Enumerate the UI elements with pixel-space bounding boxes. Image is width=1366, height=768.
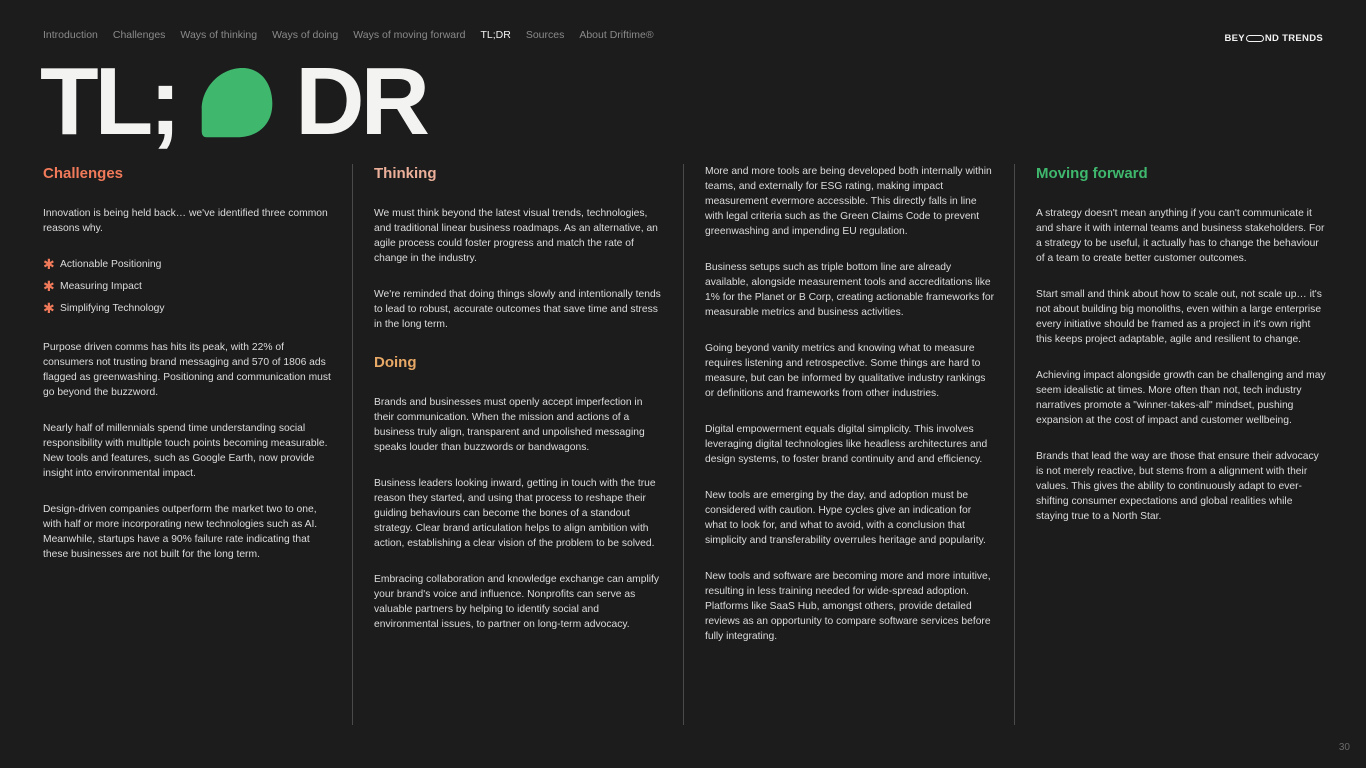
body-paragraph: New tools are emerging by the day, and adoption must be considered with caution. Hype cycles give an indication for what to look for, and what to avoid, with a conclusion that simplicity and transferability overrules heritage and popularity. [705, 490, 986, 546]
list-item: ✱ Simplifying Technology [43, 299, 165, 316]
moving-forward-paragraph: Achieving impact alongside growth can be challenging and may seem idealistic at times. More often than not, tech industry narratives promote a "winner-takes-all" mindset, pushing expansion at the cost of impact and customer wellbeing. [1036, 370, 1326, 426]
column-divider [683, 164, 684, 725]
moving-forward-paragraph: A strategy doesn't mean anything if you can't communicate it and share it with internal teams and business stakeholders. For a strategy to be useful, it actually has to change the behaviour of a team to create better customer outcomes. [1036, 208, 1325, 264]
thinking-paragraph: We must think beyond the latest visual trends, technologies, and traditional linear business roadmaps. As an alternative, an agile process could foster progress and match the rate of change in the industry. [374, 208, 658, 264]
challenges-paragraph: Design-driven companies outperform the market two to one, with half or more incorporating new technologies such as AI. Meanwhile, startups have a 90% failure rate indicating that these businesses are not built for the long term. [43, 504, 318, 560]
brand-logo[interactable] [1224, 33, 1323, 44]
doing-paragraph: Embracing collaboration and knowledge exchange can amplify your brand's voice and influence. Nonprofits can serve as valuable partners by helping to identify social and environmental issues, to partner on long-term advocacy. [374, 574, 660, 630]
brand-text-start: BEY [1224, 33, 1245, 44]
list-item: ✱ Actionable Positioning [43, 255, 162, 272]
top-nav [43, 29, 654, 41]
brand-text-end: ND TRENDS [1264, 33, 1323, 44]
nav-ways-of-doing[interactable]: Ways of doing [272, 29, 339, 41]
nav-about-driftime[interactable]: About Driftime® [579, 29, 654, 41]
moving-forward-heading: Moving forward [1036, 165, 1148, 182]
page-number: 30 [1338, 742, 1350, 753]
nav-sources[interactable]: Sources [525, 29, 565, 41]
thinking-heading: Thinking [374, 165, 437, 182]
challenges-column [43, 164, 333, 583]
moving-forward-paragraph: Start small and think about how to scale out, not scale up… it's not about building big monoliths, even within a large enterprise every initiative should be framed as a project in it's own right this keeps project adaptable, agile and resilient to change. [1036, 289, 1322, 345]
challenges-intro: Innovation is being held back… we've identified three common reasons why. [43, 208, 328, 234]
moving-forward-paragraph: Brands that lead the way are those that ensure their advocacy is not merely reactive, but stems from a alignment with their values. This gives the ability to continuously adapt to ever-shifting consumer expectations and global realities while staying true to a North Star. [1036, 451, 1319, 522]
body-paragraph: New tools and software are becoming more and more intuitive, resulting in less training needed for wide-spread adoption. Platforms like SaaS Hub, amongst others, provide detailed reviews as an opportunity to compare software services before fully integrating. [705, 571, 991, 642]
green-blob-icon [201, 66, 273, 138]
measurement-technology-column [705, 164, 995, 665]
column-divider [1014, 164, 1015, 725]
asterisk-icon: ✱ [43, 277, 55, 294]
moving-forward-column [1036, 164, 1326, 545]
title-dr: DR [295, 48, 426, 155]
nav-challenges[interactable]: Challenges [112, 29, 166, 41]
doing-heading: Doing [374, 354, 417, 371]
column-divider [352, 164, 353, 725]
nav-introduction[interactable]: Introduction [43, 29, 98, 41]
body-paragraph: Digital empowerment equals digital simplicity. This involves leveraging digital technologies like headless architectures and design systems, to foster brand continuity and and efficiency. [705, 424, 988, 465]
doing-paragraph: Business leaders looking inward, getting in touch with the true reason they started, and using that process to reshape their guiding behaviours can become the bones of a standout strategy. Clear brand articulation helps to align ambition with action, establishing a clear vision of the problem to be solved. [374, 478, 656, 549]
body-paragraph: Business setups such as triple bottom line are already available, alongside measurement tools and accreditations like 1% for the Planet or B Corp, creating actionable frameworks for measurable metrics and business activities. [705, 262, 995, 318]
title-tl: TL; [40, 48, 178, 155]
thinking-paragraph: We're reminded that doing things slowly and intentionally tends to lead to robust, accurate outcomes that save time and stress in the long term. [374, 289, 661, 330]
page-title [40, 48, 426, 155]
body-paragraph: More and more tools are being developed both internally within teams, and externally for ESG rating, making impact measurement evermore accessible. This directly falls in line with legal criteria such as the Green Claims Code to prevent greenwashing and impending EU regulation. [705, 166, 992, 237]
nav-ways-of-thinking[interactable]: Ways of thinking [180, 29, 258, 41]
body-paragraph: Going beyond vanity metrics and knowing what to measure requires listening and retrospective. Some things are hard to measure, but can be informed by qualitative industry rankings or definitions and frameworks from other industries. [705, 343, 986, 399]
blob-shape [202, 68, 273, 137]
nav-tldr[interactable]: TL;DR [480, 29, 511, 41]
asterisk-icon: ✱ [43, 255, 55, 272]
eye-icon [1246, 35, 1264, 42]
challenges-paragraph: Purpose driven comms has hits its peak, with 22% of consumers not trusting brand messaging and 570 of 1806 ads flagged as greenwashing. Positioning and communication must go beyond the buzzword. [43, 342, 331, 398]
nav-ways-of-moving-forward[interactable]: Ways of moving forward [353, 29, 466, 41]
thinking-doing-column [374, 164, 664, 653]
asterisk-icon: ✱ [43, 299, 55, 316]
list-item: ✱ Measuring Impact [43, 277, 142, 294]
challenges-paragraph: Nearly half of millennials spend time understanding social responsibility with multiple touch points becoming measurable. New tools and features, such as Google Earth, now provide insight into environmental impact. [43, 423, 328, 479]
challenges-heading: Challenges [43, 165, 124, 182]
doing-paragraph: Brands and businesses must openly accept imperfection in their communication. When the mission and actions of a business truly align, transparent and unpolished messaging speaks louder than buzzwords or bandwagons. [374, 397, 645, 453]
challenges-list [43, 253, 333, 319]
